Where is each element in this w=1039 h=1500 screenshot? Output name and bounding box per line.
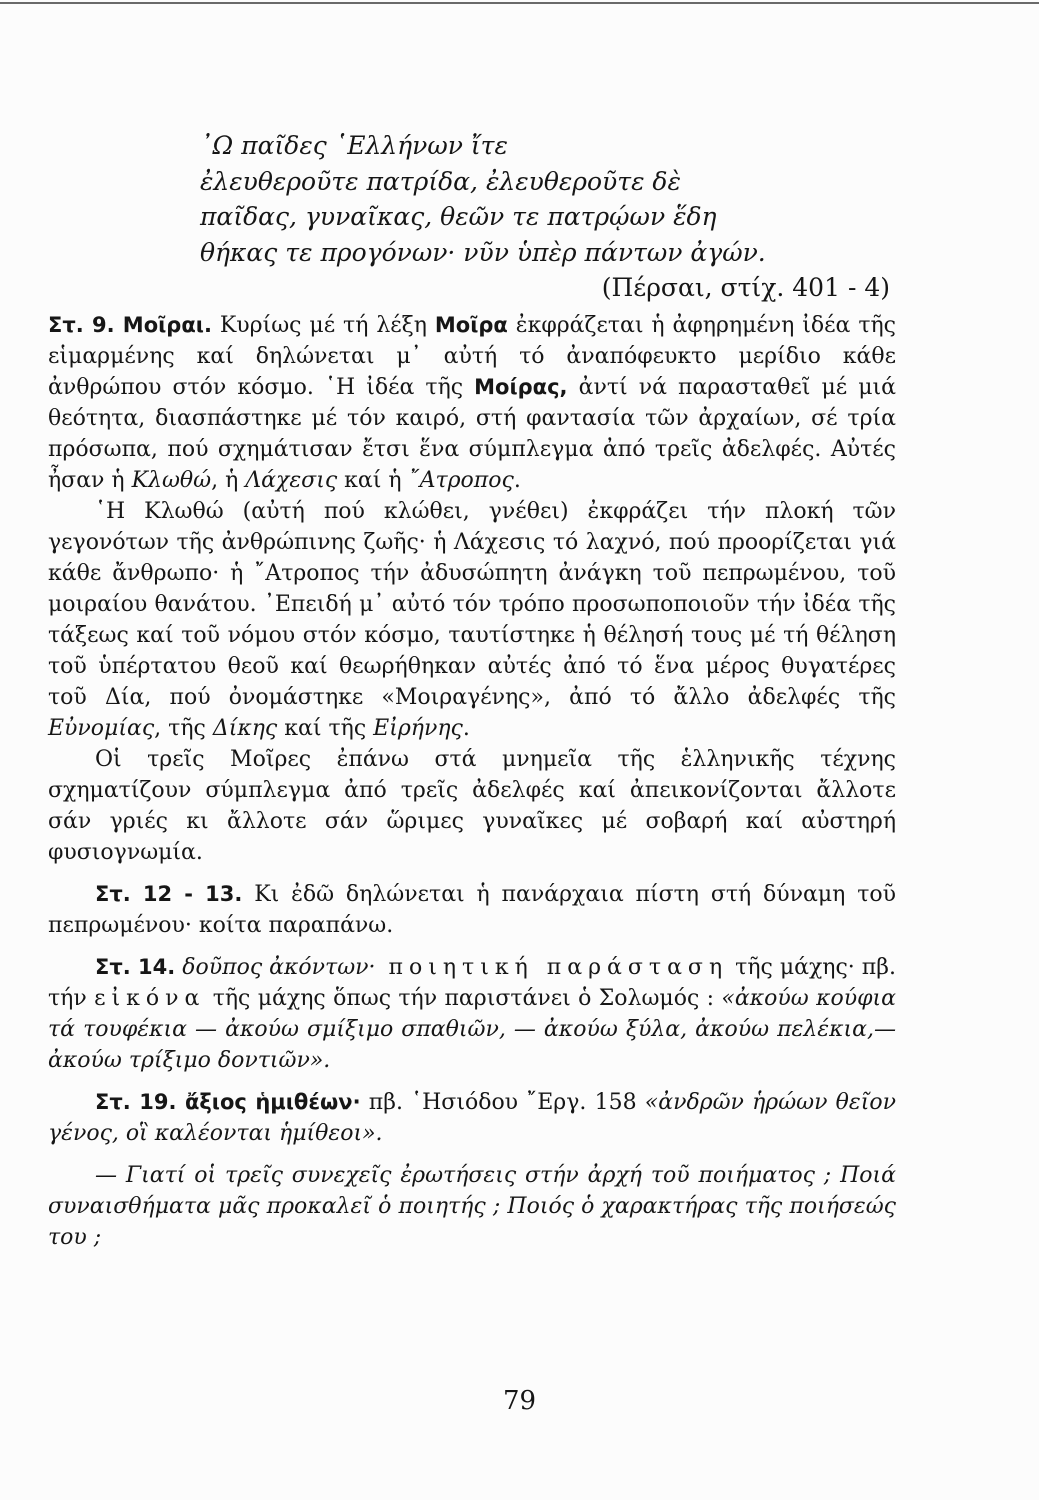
top-border-line <box>0 2 1039 4</box>
note-text: Κι ἐδῶ δηλώνεται ἡ πανάρχαια πίστη στή δύναμη τοῦ πεπρωμένου· κοίτα παραπάνω. <box>48 882 896 938</box>
note-text: . <box>462 716 470 741</box>
note-paragraph: Οἱ τρεῖς Μοῖρες ἐπάνω στά μνημεῖα τῆς ἑλληνικῆς τέχνης σχηματίζουν σύμπλεγμα ἀπό τρεῖς ἀδελφές καί ἀπεικονίζονται ἄλλοτε σάν γριές κι ἄλλοτε σάν ὥριμες γυναῖκες μέ σοβαρή καί αὐστηρή φυσιογνωμία. <box>48 747 896 865</box>
note-text: καί τῆς <box>277 716 374 741</box>
note-label: Στ. 9. Μοῖραι. <box>48 313 212 337</box>
note-text: , τῆς <box>154 716 213 741</box>
solomos-quote: «ἀκούω κούφια τά τουφέκια — ἀκούω σμίξιμο σπαθιῶν, — ἀκούω ξύλα, ἀκούω πελέκια,— ἀκούω τρίξιμο δοντιῶν». <box>48 986 897 1073</box>
note-text: . <box>513 468 521 493</box>
verse-line: ᾿Ω παῖδες ῾Ελλήνων ἴτε <box>200 131 508 160</box>
name-klotho: Κλωθώ <box>131 468 212 493</box>
term-moiras: Μοίρας, <box>474 375 568 399</box>
note-paragraph <box>48 496 896 744</box>
note-text: ῾Η Κλωθώ (αὐτή πού κλώθει, γνέθει) ἐκφράζει τήν πλοκή τῶν γεγονότων τῆς ἀνθρώπινης ζωῆς· ἡ Λάχεσις τό λαχνό, πού προορίζεται γιά κάθε ἄνθρωπο· ἡ ῎Ατροπος τήν ἀδυσώπητη ἀνάγκη τοῦ πεπρωμένου, τοῦ μοιραίου θανάτου. ᾿Επειδή μ᾿ αὐτό τόν τρόπο προσωποποιοῦν τήν ἰδέα τῆς τάξεως καί τοῦ νόμου στόν κόσμο, ταυτίστηκε ἡ θέλησή τους μέ τή θέληση τοῦ ὑπέρτατου θεοῦ καί θεωρήθηκαν αὐτές ἀπό τό ἕνα μέρος θυγατέρες τοῦ Δία, πού ὀνομάστηκε «Μοιραγένης», ἀπό τό ἄλλο ἀδελφές τῆς <box>48 499 896 710</box>
name-eunomia: Εὐνομίας <box>48 716 155 741</box>
quoted-term: ἄξιος ἡμιθέων· <box>176 1090 361 1114</box>
note-label: Στ. 14. <box>95 955 176 979</box>
hesiod-quote: «ἀνδρῶν ἡρώων θεῖον γένος, οἳ καλέονται ἡμίθεοι». <box>48 1090 896 1146</box>
verse-line: παῖδας, γυναῖκας, θεῶν τε πατρῴων ἕδη <box>200 202 717 231</box>
note-text: ἐκφράζεται ἡ ἀφηρημένη ἰδέα τῆς εἱμαρμένης καί δηλώνεται μ᾿ αὐτή τό ἀναπόφευκτο μερίδιο κάθε ἀνθρώπου στόν κόσμο. ῾Η ἰδέα τῆς <box>48 313 896 400</box>
quoted-term: δοῦπος ἀκόντων· <box>175 955 376 980</box>
name-lachesis: Λάχεσις <box>245 468 338 493</box>
verse-citation: (Πέρσαι, στίχ. 401 - 4) <box>601 273 890 302</box>
note-label: Στ. 19. <box>95 1090 177 1114</box>
name-atropos: ῎Ατροπος <box>408 468 514 493</box>
verse-line: ἐλευθεροῦτε πατρίδα, ἐλευθεροῦτε δὲ <box>200 166 681 196</box>
note-line-9 <box>48 310 896 496</box>
note-text: τῆς μάχης ὅπως τήν παριστάνει ὁ Σολωμός : <box>205 986 722 1011</box>
note-line-19 <box>48 1087 896 1149</box>
spaced-term: εἰκόνα <box>94 986 206 1011</box>
note-text: καί ἡ <box>337 468 409 493</box>
term-moira: Μοῖρα <box>434 313 508 337</box>
note-text: τῆς μάχης· πβ. τήν <box>48 955 896 1011</box>
note-text: πβ. ῾Ησιόδου ῎Εργ. 158 <box>360 1090 645 1115</box>
page-body <box>48 128 896 1253</box>
study-questions: — Γιατί οἱ τρεῖς συνεχεῖς ἐρωτήσεις στήν ἀρχή τοῦ ποιήματος ; Ποιά συναισθήματα μᾶς προκαλεῖ ὁ ποιητής ; Ποιός ὁ χαρακτήρας τῆς ποιήσεώς του ; <box>48 1163 896 1250</box>
note-text: , ἡ <box>211 468 246 493</box>
note-label: Στ. 12 - 13. <box>95 882 243 906</box>
verse-quote <box>200 128 896 270</box>
note-text: Κυρίως μέ τή λέξη <box>211 313 435 338</box>
verse-line: θήκας τε προγόνων· νῦν ὑπὲρ πάντων ἀγών. <box>200 237 766 267</box>
name-eirene: Εἰρήνης <box>373 716 463 741</box>
note-line-14 <box>48 952 896 1076</box>
page-number: 79 <box>502 1386 537 1416</box>
note-line-12-13 <box>48 879 896 941</box>
note-text: ἀντί νά παρασταθεῖ μέ μιά θεότητα, διασπάστηκε μέ τόν καιρό, στή φαντασία τῶν ἀρχαίων, σέ τρία πρόσωπα, πού σχημάτισαν ἔτσι ἕνα σύμπλεγμα ἀπό τρεῖς ἀδελφές. Αὐτές ἦσαν ἡ <box>48 375 896 493</box>
name-dike: Δίκης <box>212 716 278 741</box>
spaced-term: ποιητική παράσταση <box>375 955 729 980</box>
